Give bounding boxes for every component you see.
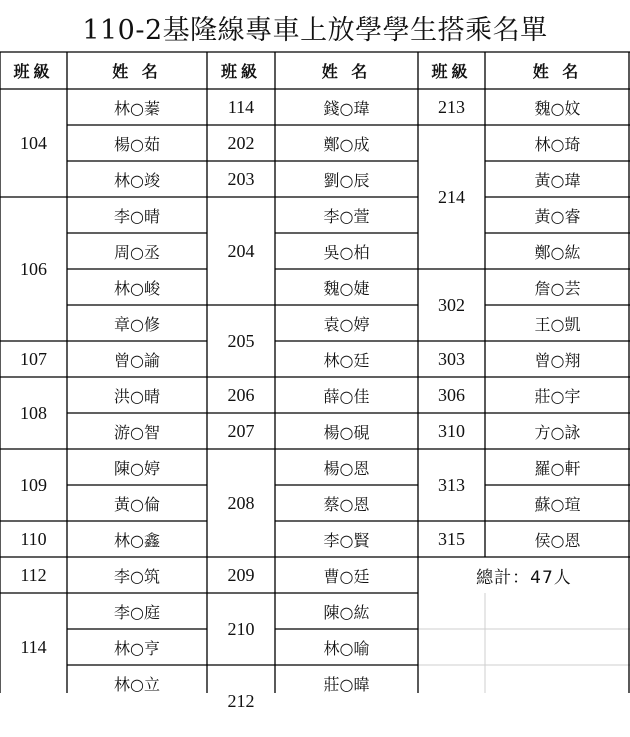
class-number: 313: [438, 474, 465, 495]
student-name: 楊○硯: [323, 422, 370, 442]
class-number: 207: [227, 420, 255, 441]
total-count: 總計：47人: [476, 567, 572, 588]
student-name: 林○峻: [114, 278, 160, 298]
student-name: 林○蓁: [114, 98, 160, 118]
header-name-1: 姓 名: [112, 62, 162, 81]
class-number: 302: [438, 294, 465, 315]
header-class-2: 班級: [220, 62, 261, 81]
student-name: 陳○婷: [114, 458, 160, 478]
class-number: 209: [227, 564, 255, 585]
class-number: 203: [227, 168, 255, 189]
student-name: 黃○倫: [114, 494, 160, 514]
class-number: 110: [20, 528, 47, 549]
student-name: 林○竣: [114, 170, 160, 190]
header-name-3: 姓 名: [532, 62, 583, 81]
student-name: 黃○睿: [534, 206, 581, 226]
class-number: 306: [438, 384, 465, 405]
class-number: 114: [20, 636, 47, 657]
student-name: 袁○婷: [323, 314, 370, 334]
student-name: 李○賢: [323, 530, 370, 550]
student-name: 洪○晴: [114, 386, 160, 406]
student-name: 曾○諭: [114, 350, 160, 370]
class-number: 109: [20, 474, 47, 495]
class-number: 107: [20, 348, 47, 369]
student-name: 楊○恩: [323, 458, 370, 478]
student-name: 林○喻: [323, 638, 370, 658]
class-number: 315: [438, 528, 465, 549]
student-name: 林○立: [114, 674, 160, 694]
class-number: 208: [227, 492, 255, 513]
student-name: 李○晴: [114, 206, 160, 226]
student-name: 楊○茹: [114, 134, 160, 154]
student-name: 林○鑫: [114, 530, 160, 550]
student-name: 侯○恩: [534, 530, 581, 550]
class-number: 108: [20, 402, 47, 423]
class-number: 204: [227, 240, 255, 261]
student-name: 蔡○恩: [323, 494, 370, 514]
class-number: 303: [438, 348, 465, 369]
student-name: 林○廷: [323, 350, 370, 370]
student-name: 方○詠: [534, 422, 581, 442]
class-number: 206: [227, 384, 255, 405]
class-number: 213: [438, 96, 465, 117]
student-name: 林○琦: [534, 134, 581, 154]
student-name: 莊○宇: [534, 386, 581, 406]
student-name: 章○修: [114, 314, 160, 334]
student-name: 曾○翔: [534, 350, 581, 370]
student-name: 李○萱: [323, 206, 370, 226]
student-name: 蘇○瑄: [534, 494, 581, 514]
student-name: 錢○瑋: [323, 98, 370, 118]
header-class-3: 班級: [431, 62, 472, 81]
student-name: 薛○佳: [323, 386, 370, 406]
class-number: 310: [438, 420, 465, 441]
header-class-1: 班級: [13, 62, 54, 81]
class-number: 106: [20, 258, 47, 279]
page-title: 110-2基隆線專車上放學學生搭乘名單: [82, 15, 548, 46]
student-name: 詹○芸: [534, 278, 581, 298]
class-number: 202: [227, 132, 255, 153]
student-name: 吳○柏: [323, 242, 370, 262]
student-name: 曹○廷: [323, 566, 370, 586]
class-number: 112: [20, 564, 47, 585]
class-number: 212: [227, 690, 255, 711]
student-name: 林○亨: [114, 638, 160, 658]
student-name: 黃○瑋: [534, 170, 581, 190]
student-name: 李○筑: [114, 566, 160, 586]
student-name: 劉○辰: [323, 170, 370, 190]
student-name: 鄭○成: [323, 134, 370, 154]
student-name: 鄭○紘: [534, 242, 581, 262]
student-name: 陳○紘: [323, 602, 370, 622]
student-name: 莊○暐: [323, 674, 370, 694]
student-name: 李○庭: [114, 602, 160, 622]
class-number: 114: [227, 96, 255, 117]
student-name: 王○凱: [534, 314, 581, 334]
student-name: 魏○婕: [323, 278, 370, 298]
student-name: 游○智: [114, 422, 160, 442]
student-name: 羅○軒: [534, 458, 581, 478]
class-number: 210: [227, 618, 255, 639]
header-name-2: 姓 名: [321, 62, 372, 81]
class-number: 214: [438, 186, 465, 207]
student-name: 魏○妏: [534, 98, 581, 118]
class-number: 205: [227, 330, 255, 351]
student-name: 周○丞: [114, 242, 160, 262]
class-number: 104: [20, 132, 47, 153]
